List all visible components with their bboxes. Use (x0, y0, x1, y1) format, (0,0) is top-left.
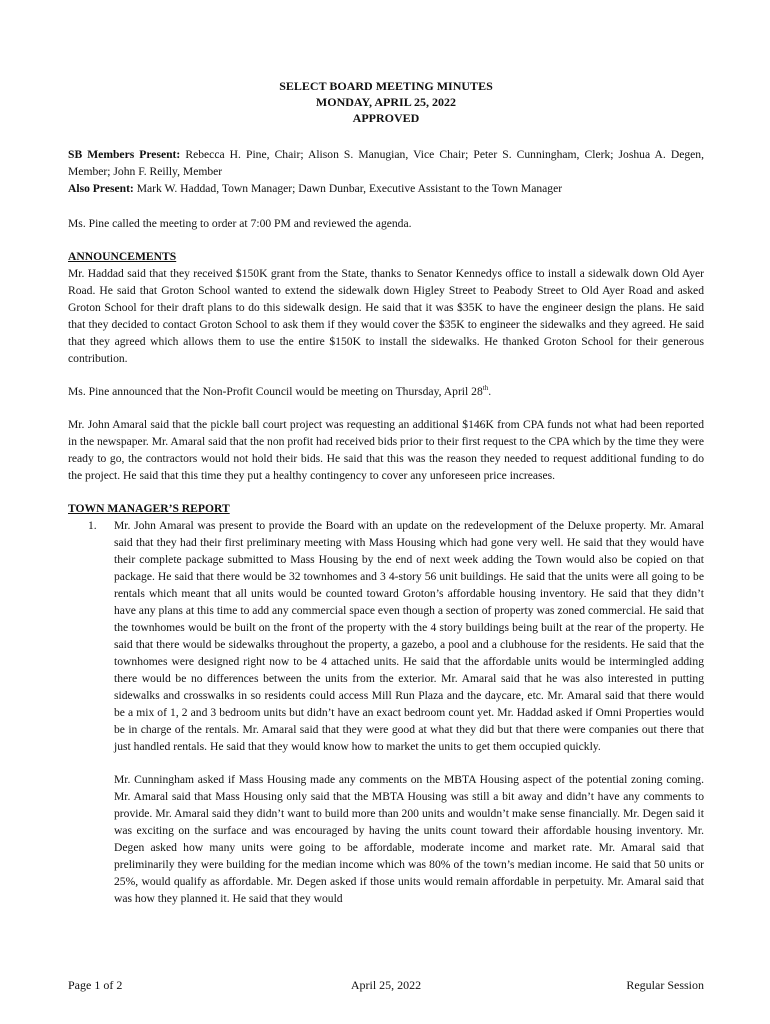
title-line-3: APPROVED (352, 111, 420, 125)
announcement-2-text: Ms. Pine announced that the Non-Profit Council would be meeting on Thursday, April 28 (68, 385, 483, 398)
document-page (68, 78, 704, 923)
announcements-heading: ANNOUNCEMENTS (68, 250, 177, 263)
also-present-label: Also Present: (68, 182, 134, 195)
footer-session: Regular Session (626, 978, 704, 992)
town-manager-section (68, 500, 704, 907)
sb-members-label: SB Members Present: (68, 148, 181, 161)
announcements-paragraph-2 (68, 383, 704, 400)
footer-date: April 25, 2022 (350, 978, 422, 992)
title-line-2: MONDAY, APRIL 25, 2022 (315, 95, 457, 109)
also-present-text: Mark W. Haddad, Town Manager; Dawn Dunbar, Executive Assistant to the Town Manager (133, 182, 563, 195)
sb-members-line (68, 146, 704, 180)
report-item-paragraph-1: Mr. John Amaral was present to provide the Board with an update on the redevelopment of the Deluxe property. Mr. Amaral said that they had their first preliminary meeting with Mass Housing which had gone very well. He said that they would have their complete package submitted to Mass Housing by the end of next week adding the Town would also be copied on that package. He said that there would be 32 townhomes and 3 4-story 56 unit buildings. He said that the units were all going to be rentals which meant that all units would be counted toward Groton’s affordable housing inventory. He said that they didn’t have any plans at this time to add any commercial space even though a section of property was zoned commercial. He said that the townhomes would be built on the front of the property with the 4 story buildings being built at the rear of the property. He said that there would be sidewalks throughout the property, a gazebo, a pool and a clubhouse for the residents. He said that the townhomes were designed right now to be 4 attached units. He said that the affordable units would be intermingled adding there would be no differences between the units from the exterior. Mr. Amaral said that he was also interested in putting sidewalks and crosswalks in so residents could access Mill Run Plaza and the daycare, etc. Mr. Amaral said that there would be a mix of 1, 2 and 3 bedroom units but didn’t have an exact bedroom count yet. Mr. Haddad asked if Omni Properties would be in charge of the rentals. Mr. Amaral said that they were good at what they did but that there were companies out there that just handled rentals. He said that they would know how to market the units to get them occupied quickly. (114, 519, 704, 753)
announcement-2-end: . (488, 385, 492, 398)
report-list (68, 517, 704, 907)
document-title (68, 78, 704, 126)
town-manager-heading: TOWN MANAGER’S REPORT (68, 502, 230, 515)
title-line-1: SELECT BOARD MEETING MINUTES (279, 79, 493, 93)
call-to-order-paragraph: Ms. Pine called the meeting to order at 7:00 PM and reviewed the agenda. (68, 217, 412, 230)
list-item (68, 517, 704, 907)
announcements-paragraph-1: Mr. Haddad said that they received $150K grant from the State, thanks to Senator Kennedys office to install a sidewalk down Old Ayer Road. He said that Groton School wanted to extend the sidewalk down Higley Street to Peabody Street to Old Ayer Road and asked Groton School for their draft plans to do this sidewalk design. He said that it was $35K to have the engineer design the plans. He said that they decided to contact Groton School to ask them if they would cover the $35K to engineer the sidewalks and they agreed. He said that they agreed which allows them to use the entire $150K to install the sidewalks. He thanked Groton School for their generous contribution. (68, 267, 704, 365)
announcements-section (68, 248, 704, 484)
report-item-paragraph-2: Mr. Cunningham asked if Mass Housing made any comments on the MBTA Housing aspect of the potential zoning coming. Mr. Amaral said that Mass Housing only said that the MBTA Housing was still a bit away and didn’t have any comments to provide. Mr. Amaral said they didn’t want to build more than 200 units and wouldn’t make sense financially. Mr. Degen said it was exciting on the surface and was encouraged by having the units count toward their affordable housing inventory. Mr. Degen asked how many units were going to be affordable, moderate income and market rate. Mr. Amaral said that preliminarily they were building for the median income which was 80% of the town’s median income. He said that 50 units or 25%, would qualify as affordable. Mr. Degen asked if those units would remain affordable in perpetuity. Mr. Amaral said that was how they planned it. He said that they would (114, 773, 704, 905)
footer-page-number: Page 1 of 2 (68, 978, 123, 992)
sb-members-text: Rebecca H. Pine, Chair; Alison S. Manugian, Vice Chair; Peter S. Cunningham, Clerk; Joshua A. Degen, Member; John F. Reilly, Member (68, 148, 705, 178)
page-footer (68, 978, 704, 996)
also-present-line (68, 180, 704, 197)
list-item-number: 1. (88, 519, 97, 532)
attendance-block (68, 146, 704, 197)
ordinal-suffix: th (482, 384, 489, 393)
announcements-paragraph-3: Mr. John Amaral said that the pickle ball court project was requesting an additional $146K from CPA funds not what had been reported in the newspaper. Mr. Amaral said that the non profit had received bids prior to their first request to the CPA which by the time they were ready to go, the contractors would not hold their bids. He said that this was the reason they needed to request additional funding to do the project. He said that this time they put a healthy contingency to cover any unforeseen price increases. (68, 418, 704, 482)
